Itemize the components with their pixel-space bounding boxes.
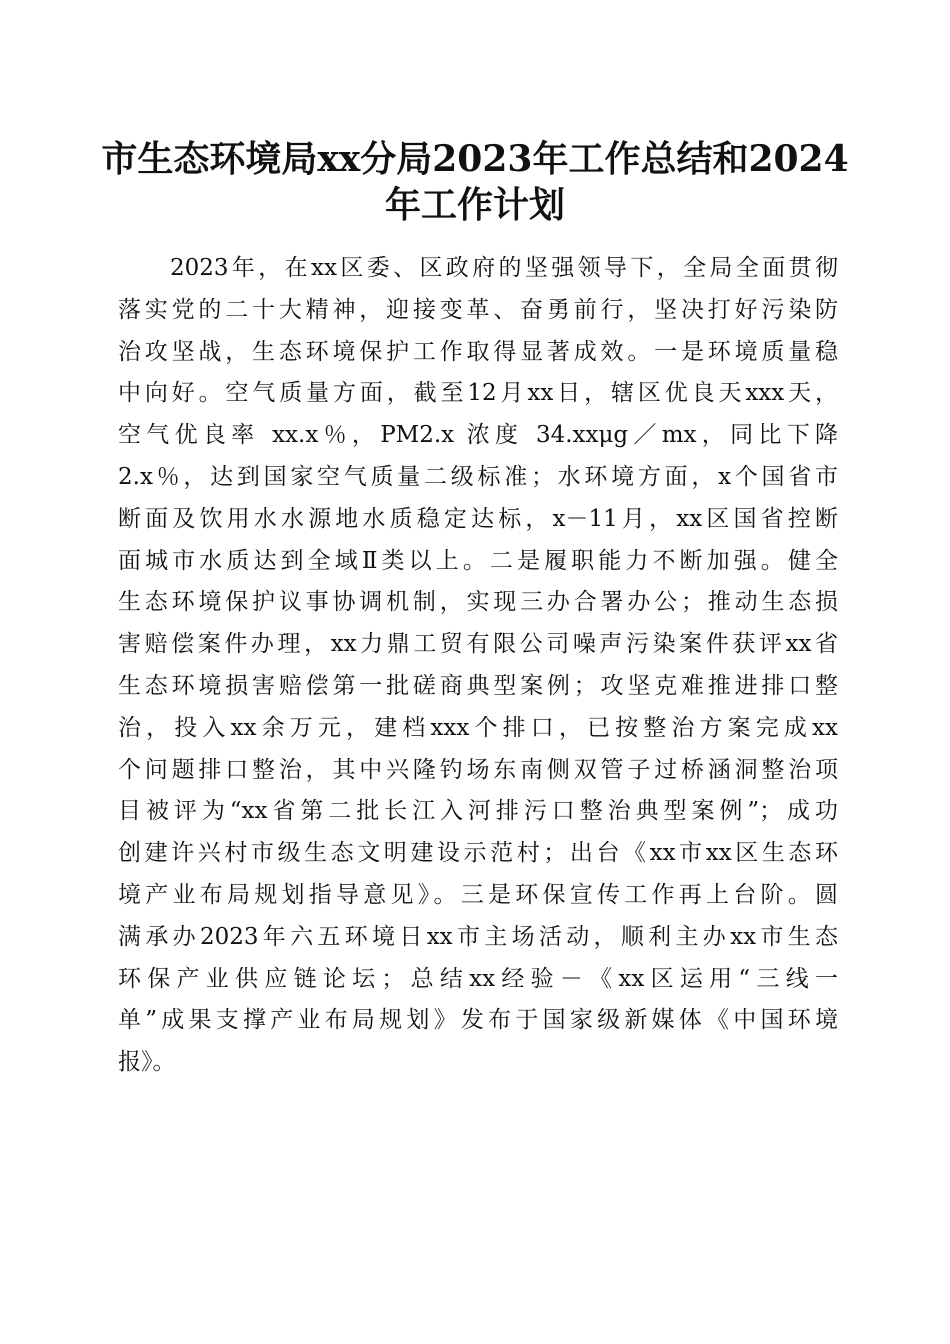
paragraph-line: 2023年，在xx区委、区政府的坚强领导下，全局全面贯彻 — [170, 255, 838, 281]
paragraph-line: 断面及饮用水水源地水质稳定达标，x－11月，xx区国省控断 — [118, 505, 838, 532]
paragraph-line: 目被评为“xx省第二批长江入河排污口整治典型案例”；成功 — [118, 798, 838, 825]
paragraph-line: 生态环境保护议事协调机制，实现三办合署办公；推动生态损 — [118, 589, 838, 616]
paragraph-line: 境产业布局规划指导意见》。三是环保宣传工作再上台阶。圆 — [118, 881, 838, 908]
paragraph-line: 2.x％，达到国家空气质量二级标准；水环境方面，x个国省市 — [118, 463, 838, 490]
paragraph-line: 环保产业供应链论坛；总结xx经验－《xx区运用“三线一 — [118, 965, 838, 992]
paragraph-line: 治，投入xx余万元，建档xxx个排口，已按整治方案完成xx — [118, 714, 838, 741]
paragraph-line: 中向好。空气质量方面，截至12月xx日，辖区优良天xxx天， — [118, 380, 838, 407]
title-line-2: 年工作计划 — [384, 184, 565, 226]
paragraph-line: 满承办2023年六五环境日xx市主场活动，顺利主办xx市生态 — [118, 923, 838, 950]
paragraph-line: 单”成果支撑产业布局规划》发布于国家级新媒体《中国环境 — [118, 1007, 838, 1034]
paragraph-line: 面城市水质达到全域Ⅱ类以上。二是履职能力不断加强。健全 — [118, 547, 838, 574]
paragraph-line: 害赔偿案件办理，xx力鼎工贸有限公司噪声污染案件获评xx省 — [118, 631, 838, 658]
paragraph-line: 报》。 — [118, 1049, 176, 1076]
title-line-1: 市生态环境局xx分局2023年工作总结和2024 — [101, 138, 849, 180]
paragraph-line: 落实党的二十大精神，迎接变革、奋勇前行，坚决打好污染防 — [118, 296, 838, 323]
paragraph-line: 创建许兴村市级生态文明建设示范村；出台《xx市xx区生态环 — [118, 840, 838, 867]
paragraph-line: 生态环境损害赔偿第一批磋商典型案例；攻坚克难推进排口整 — [118, 672, 838, 699]
document-title — [100, 136, 850, 228]
paragraph-line: 空气优良率 xx.x％，PM2.x 浓度 34.xxμg／mx，同比下降 — [118, 422, 838, 449]
paragraph-line: 个问题排口整治，其中兴隆钓场东南侧双管子过桥涵洞整治项 — [118, 756, 838, 783]
paragraph-line: 治攻坚战，生态环境保护工作取得显著成效。一是环境质量稳 — [118, 338, 838, 365]
body-paragraph — [118, 248, 838, 1084]
